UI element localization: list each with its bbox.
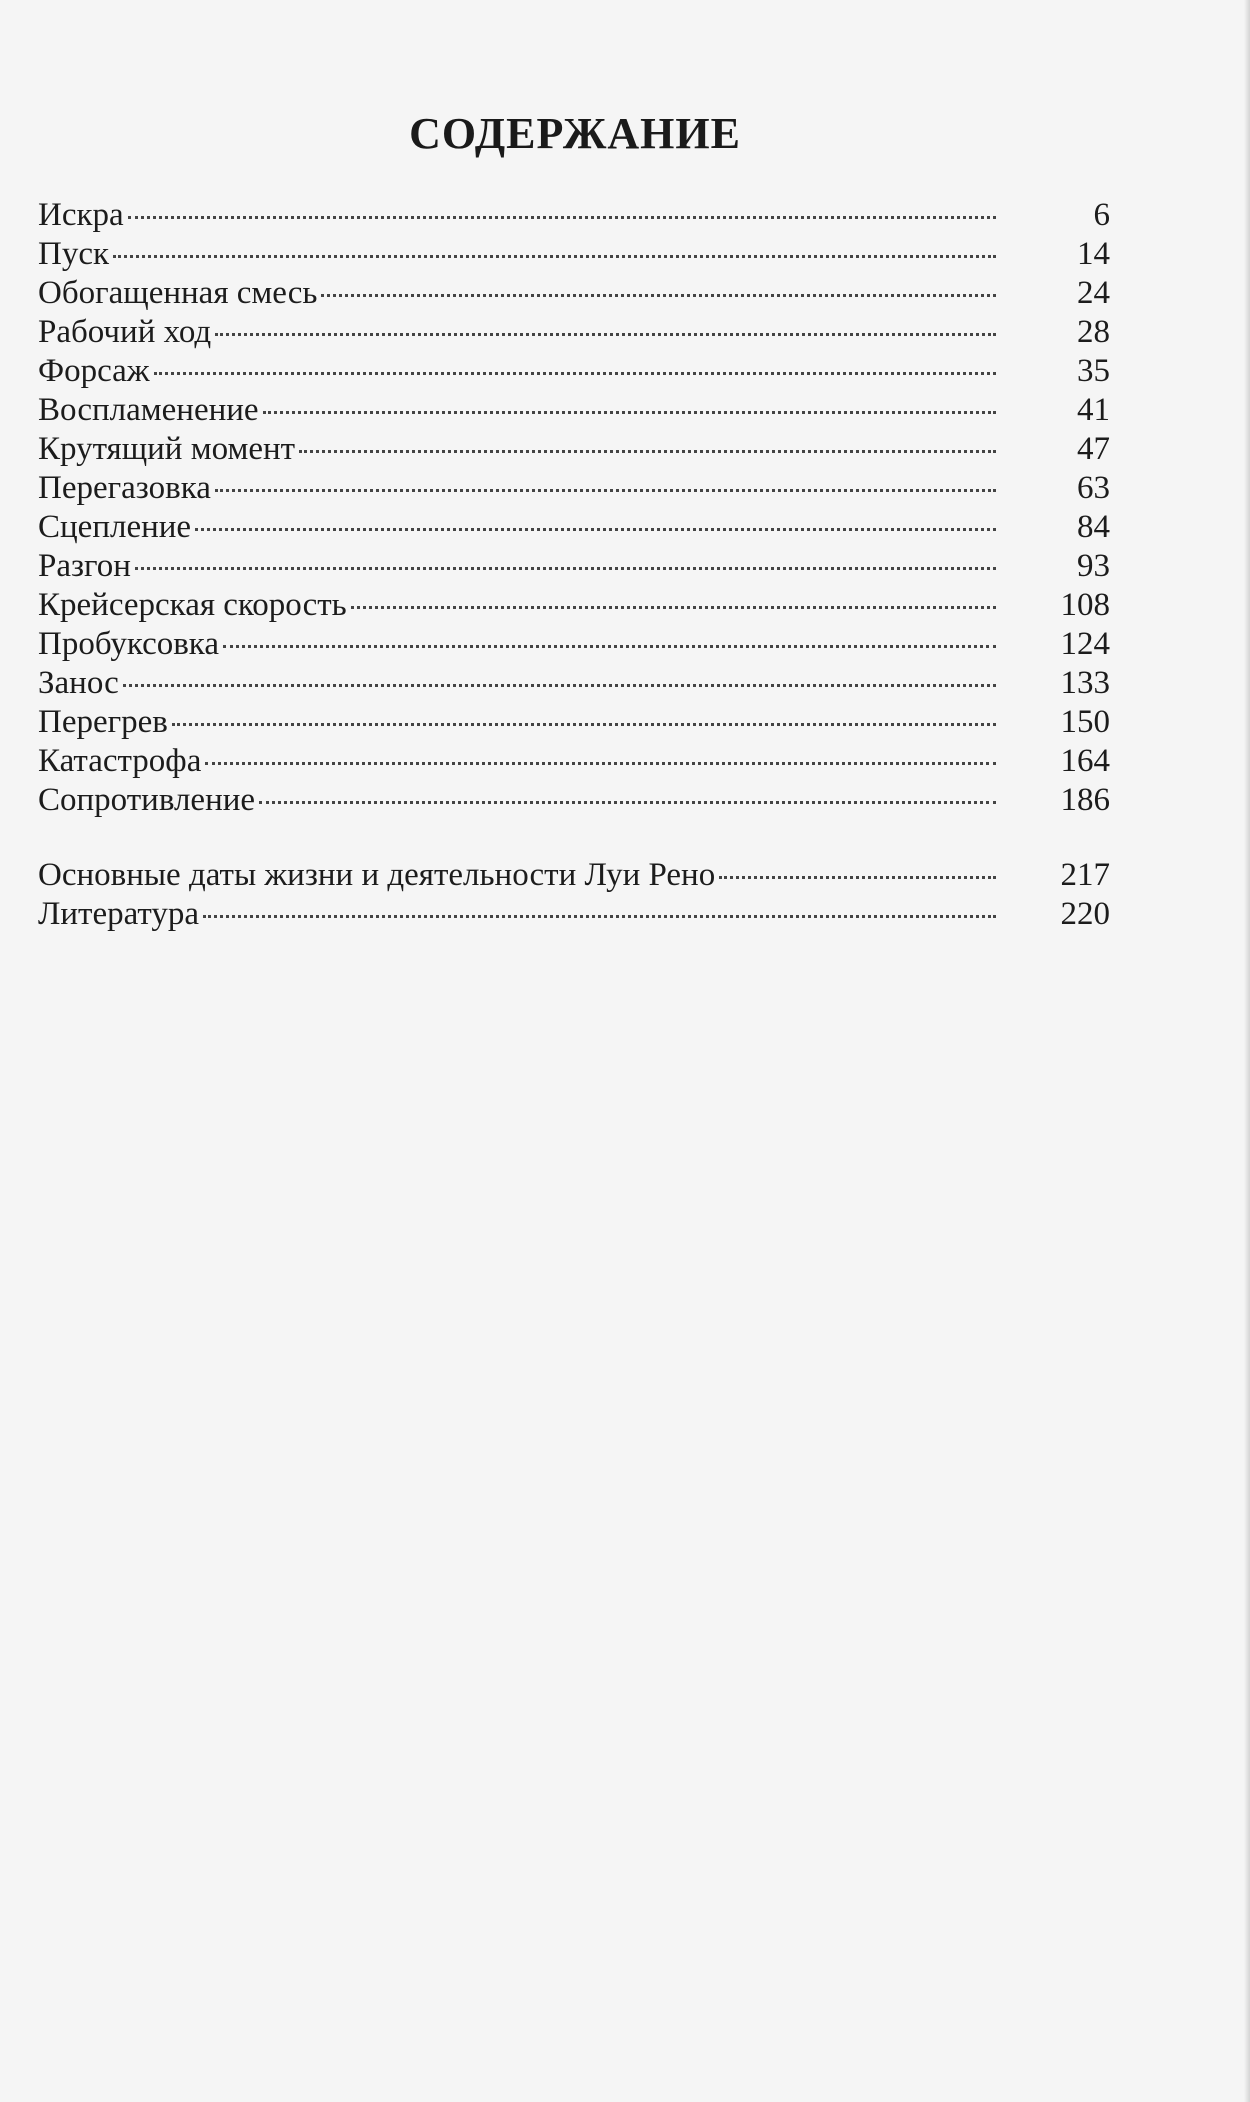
- dot-leader: [719, 876, 996, 879]
- table-of-contents: [38, 196, 1110, 934]
- dot-leader: [215, 489, 996, 492]
- toc-entry-page: 133: [1060, 665, 1110, 701]
- toc-entry-label: Пробуксовка: [38, 626, 219, 662]
- toc-entry-label: Занос: [38, 665, 119, 701]
- toc-entry-label: Разгон: [38, 548, 131, 584]
- toc-entry: [38, 352, 1110, 391]
- dot-leader: [123, 684, 996, 687]
- dot-leader: [259, 801, 996, 804]
- toc-entry-page: 93: [1077, 548, 1110, 584]
- dot-leader: [351, 606, 996, 609]
- toc-entry-page: 24: [1077, 275, 1110, 311]
- dot-leader: [321, 294, 996, 297]
- toc-entry: [38, 391, 1110, 430]
- toc-entry: [38, 625, 1110, 664]
- toc-entry: [38, 547, 1110, 586]
- toc-entry-label: Крутящий момент: [38, 431, 296, 467]
- toc-entry-page: 35: [1077, 353, 1110, 389]
- toc-entry-label: Форсаж: [38, 353, 150, 389]
- toc-entry: [38, 742, 1110, 781]
- toc-entry-page: 164: [1060, 743, 1110, 779]
- toc-entry-label: Воспламенение: [38, 392, 259, 428]
- dot-leader: [215, 333, 996, 336]
- toc-entry-label: Сопротивление: [38, 782, 256, 818]
- toc-appendix-entry: [38, 895, 1110, 934]
- toc-entry-label: Катастрофа: [38, 743, 202, 779]
- page-title: СОДЕРЖАНИЕ: [409, 109, 741, 158]
- dot-leader: [203, 915, 996, 918]
- toc-entry-label: Сцепление: [38, 509, 192, 545]
- dot-leader: [195, 528, 996, 531]
- toc-entry: [38, 664, 1110, 703]
- toc-entry-label: Обогащенная смесь: [38, 275, 318, 311]
- toc-entry-page: 186: [1060, 782, 1110, 818]
- dot-leader: [299, 450, 996, 453]
- toc-entry-page: 28: [1077, 314, 1110, 350]
- dot-leader: [223, 645, 996, 648]
- toc-entry-page: 47: [1077, 431, 1110, 467]
- toc-entry-page: 84: [1077, 509, 1110, 545]
- toc-entry: [38, 430, 1110, 469]
- toc-entry: [38, 586, 1110, 625]
- toc-entry-page: 41: [1077, 392, 1110, 428]
- section-gap: [38, 820, 1110, 856]
- toc-entry: [38, 196, 1110, 235]
- dot-leader: [263, 411, 996, 414]
- toc-entry-label: Крейсерская скорость: [38, 587, 347, 623]
- toc-entry-page: 150: [1060, 704, 1110, 740]
- toc-entry-page: 6: [1093, 197, 1110, 233]
- toc-entry-label: Литература: [38, 896, 200, 932]
- toc-entry-page: 63: [1077, 470, 1110, 506]
- page-edge-shadow: [1244, 0, 1250, 2102]
- toc-entry-label: Перегазовка: [38, 470, 211, 506]
- toc-entry-label: Основные даты жизни и деятельности Луи Рено: [38, 857, 716, 893]
- toc-entry-label: Искра: [38, 197, 124, 233]
- toc-entry-label: Пуск: [38, 236, 110, 272]
- toc-entry: [38, 235, 1110, 274]
- toc-entry-label: Перегрев: [38, 704, 168, 740]
- dot-leader: [135, 567, 996, 570]
- toc-entry-page: 108: [1060, 587, 1110, 623]
- toc-entry-page: 14: [1077, 236, 1110, 272]
- toc-entry: [38, 313, 1110, 352]
- toc-entry: [38, 469, 1110, 508]
- toc-entry: [38, 274, 1110, 313]
- dot-leader: [154, 372, 996, 375]
- toc-entry-page: 217: [1060, 857, 1110, 893]
- toc-entry-label: Рабочий ход: [38, 314, 212, 350]
- toc-entry: [38, 703, 1110, 742]
- dot-leader: [172, 723, 996, 726]
- dot-leader: [113, 255, 996, 258]
- toc-entry-page: 220: [1060, 896, 1110, 932]
- toc-entry: [38, 781, 1110, 820]
- toc-entry: [38, 508, 1110, 547]
- dot-leader: [205, 762, 996, 765]
- toc-entry-page: 124: [1060, 626, 1110, 662]
- dot-leader: [128, 216, 996, 219]
- toc-appendix-entry: [38, 856, 1110, 895]
